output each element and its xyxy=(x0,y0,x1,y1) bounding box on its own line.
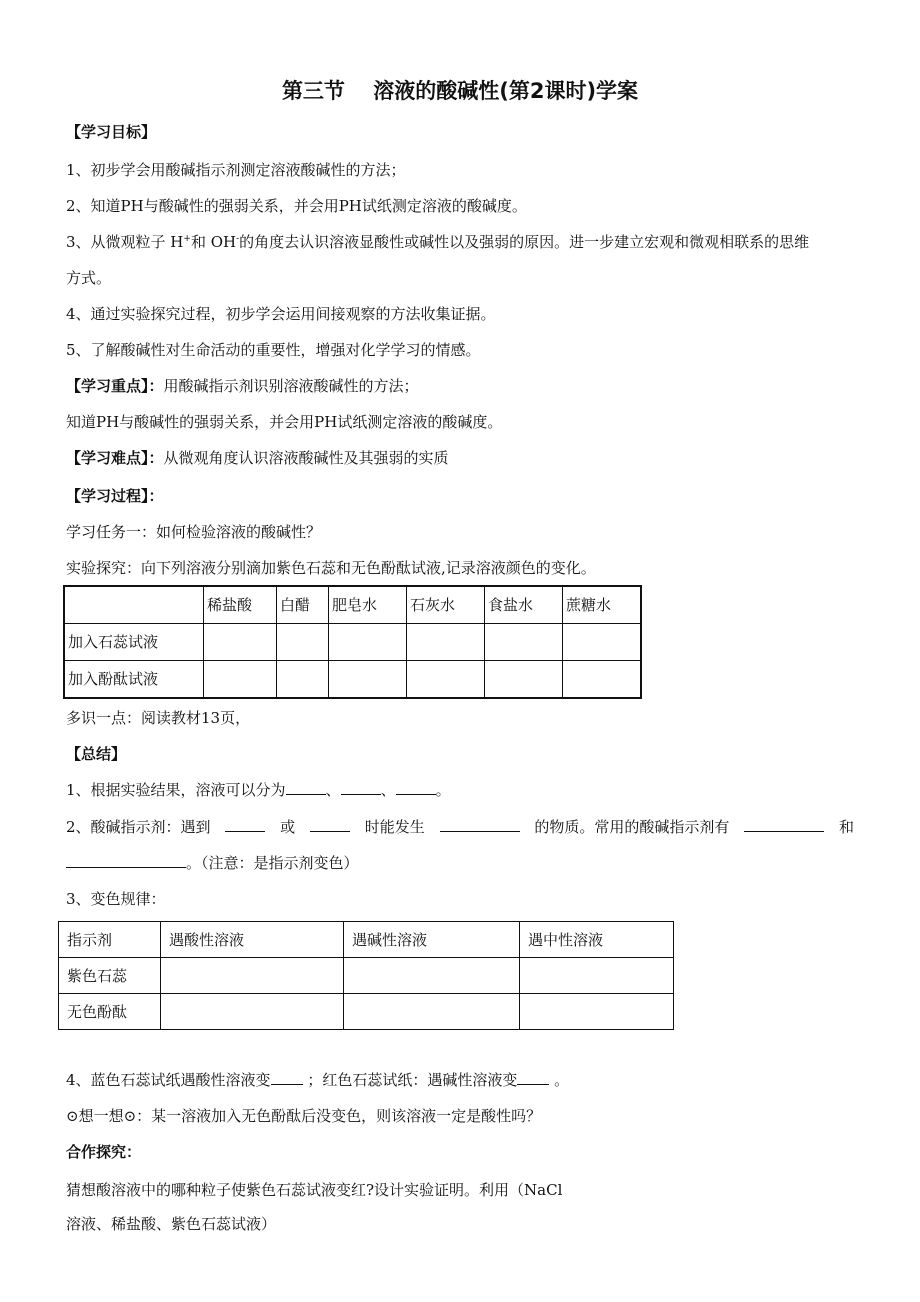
table-row-label: 无色酚酞 xyxy=(59,994,161,1030)
fill-blank[interactable] xyxy=(396,780,436,795)
table-header-cell: 食盐水 xyxy=(485,586,563,624)
fill-blank[interactable] xyxy=(286,780,326,795)
summary-4-text-c: 。 xyxy=(549,1071,570,1089)
summary-1 xyxy=(66,780,451,800)
experiment-table xyxy=(63,585,642,699)
objective-3-part-c: 的角度去认识溶液显酸性或碱性以及强弱的原因。进一步建立宏观和微观相联系的思维 xyxy=(239,233,810,251)
separator: 、 xyxy=(380,781,396,799)
difficulty-heading: 【学习难点】： xyxy=(66,449,164,467)
table-header-cell: 遇酸性溶液 xyxy=(161,922,344,958)
summary-heading: 【总结】 xyxy=(66,745,127,763)
experiment-instruction: 实验探究：向下列溶液分别滴加紫色石蕊和无色酚酞试液,记录溶液颜色的变化。 xyxy=(66,559,596,577)
fill-blank[interactable] xyxy=(744,817,824,832)
summary-1-text: 1、根据实验结果，溶液可以分为 xyxy=(66,781,286,799)
think-question: ⊙想一想⊙：某一溶液加入无色酚酞后没变色，则该溶液一定是酸性吗？ xyxy=(66,1107,542,1125)
table-cell[interactable] xyxy=(407,624,485,661)
h-plus-superscript: + xyxy=(183,234,191,244)
table-row-label: 加入酚酞试液 xyxy=(64,661,204,699)
fill-blank[interactable] xyxy=(310,817,350,832)
process-heading: 【学习过程】： xyxy=(66,487,164,505)
extra-knowledge: 多识一点：阅读教材13页， xyxy=(66,709,251,727)
objectives-heading: 【学习目标】 xyxy=(66,123,157,141)
objective-3-part-b: 和 OH xyxy=(190,233,237,251)
summary-2-continued xyxy=(66,853,359,873)
fill-blank[interactable] xyxy=(66,853,186,868)
table-header-cell xyxy=(64,586,204,624)
fill-blank[interactable] xyxy=(225,817,265,832)
table-header-cell: 蔗糖水 xyxy=(563,586,642,624)
summary-2-text-d: 的物质。常用的酸碱指示剂有 xyxy=(534,818,730,836)
table-cell[interactable] xyxy=(485,661,563,699)
table-header-cell: 白醋 xyxy=(277,586,329,624)
table-cell[interactable] xyxy=(277,624,329,661)
table-cell[interactable] xyxy=(161,994,344,1030)
objective-3 xyxy=(66,232,809,252)
page-title: 第三节 溶液的酸碱性(第2课时)学案 xyxy=(281,79,639,103)
table-header-cell: 遇中性溶液 xyxy=(520,922,674,958)
summary-2-text-b: 或 xyxy=(280,818,296,836)
table-header-cell: 石灰水 xyxy=(407,586,485,624)
summary-1-end: 。 xyxy=(435,781,451,799)
difficulty-line xyxy=(66,448,449,468)
table-cell[interactable] xyxy=(329,624,407,661)
summary-4-text-b: ；红色石蕊试纸：遇碱性溶液变 xyxy=(302,1071,518,1089)
summary-2 xyxy=(66,817,854,837)
table-cell[interactable] xyxy=(520,958,674,994)
summary-3: 3、变色规律： xyxy=(66,890,166,908)
cooperate-heading: 合作探究： xyxy=(66,1143,142,1161)
table-row xyxy=(64,624,641,661)
key-points-text-2: 知道PH与酸碱性的强弱关系，并会用PH试纸测定溶液的酸碱度。 xyxy=(66,413,503,431)
table-row-label: 紫色石蕊 xyxy=(59,958,161,994)
table-cell[interactable] xyxy=(204,624,277,661)
objective-3-part-a: 3、从微观粒子 H xyxy=(66,233,184,251)
table-row xyxy=(64,586,641,624)
summary-2-text-a: 2、酸碱指示剂：遇到 xyxy=(66,818,211,836)
table-header-cell: 稀盐酸 xyxy=(204,586,277,624)
table-cell[interactable] xyxy=(563,661,642,699)
key-points-heading: 【学习重点】： xyxy=(66,377,164,395)
cooperate-text-1: 猜想酸溶液中的哪种粒子使紫色石蕊试液变红?设计实验证明。利用（NaCl xyxy=(66,1181,563,1199)
table-row xyxy=(59,994,674,1030)
separator: 、 xyxy=(325,781,341,799)
table-cell[interactable] xyxy=(204,661,277,699)
table-cell[interactable] xyxy=(407,661,485,699)
oh-minus-superscript: - xyxy=(236,234,240,244)
fill-blank[interactable] xyxy=(517,1070,549,1085)
difficulty-text: 从微观角度认识溶液酸碱性及其强弱的实质 xyxy=(163,449,449,467)
table-row xyxy=(59,958,674,994)
table-cell[interactable] xyxy=(161,958,344,994)
summary-2-text-e: 和 xyxy=(838,818,854,836)
objective-2: 2、知道PH与酸碱性的强弱关系，并会用PH试纸测定溶液的酸碱度。 xyxy=(66,197,527,215)
key-points-line xyxy=(66,376,419,396)
table-cell[interactable] xyxy=(344,994,520,1030)
key-points-text-1: 用酸碱指示剂识别溶液酸碱性的方法； xyxy=(163,377,419,395)
table-cell[interactable] xyxy=(277,661,329,699)
fill-blank[interactable] xyxy=(440,817,520,832)
table-cell[interactable] xyxy=(563,624,642,661)
table-header-cell: 肥皂水 xyxy=(329,586,407,624)
cooperate-text-2: 溶液、稀盐酸、紫色石蕊试液） xyxy=(66,1215,277,1233)
objective-5: 5、了解酸碱性对生命活动的重要性，增强对化学学习的情感。 xyxy=(66,341,481,359)
fill-blank[interactable] xyxy=(341,780,381,795)
summary-4-text-a: 4、蓝色石蕊试纸遇酸性溶液变 xyxy=(66,1071,271,1089)
table-header-cell: 指示剂 xyxy=(59,922,161,958)
table-row-label: 加入石蕊试液 xyxy=(64,624,204,661)
summary-4 xyxy=(66,1070,569,1090)
table-row xyxy=(59,922,674,958)
task-1: 学习任务一：如何检验溶液的酸碱性？ xyxy=(66,523,322,541)
table-cell[interactable] xyxy=(344,958,520,994)
objective-1: 1、初步学会用酸碱指示剂测定溶液酸碱性的方法； xyxy=(66,161,406,179)
table-header-cell: 遇碱性溶液 xyxy=(344,922,520,958)
objective-4: 4、通过实验探究过程，初步学会运用间接观察的方法收集证据。 xyxy=(66,305,496,323)
table-cell[interactable] xyxy=(329,661,407,699)
summary-2-text-c: 时能发生 xyxy=(364,818,425,836)
table-cell[interactable] xyxy=(485,624,563,661)
fill-blank[interactable] xyxy=(271,1070,303,1085)
objective-3-continued: 方式。 xyxy=(66,269,112,287)
summary-2-text-f: 。（注意：是指示剂变色） xyxy=(186,854,359,872)
color-change-table xyxy=(58,921,674,1030)
table-cell[interactable] xyxy=(520,994,674,1030)
table-row xyxy=(64,661,641,699)
